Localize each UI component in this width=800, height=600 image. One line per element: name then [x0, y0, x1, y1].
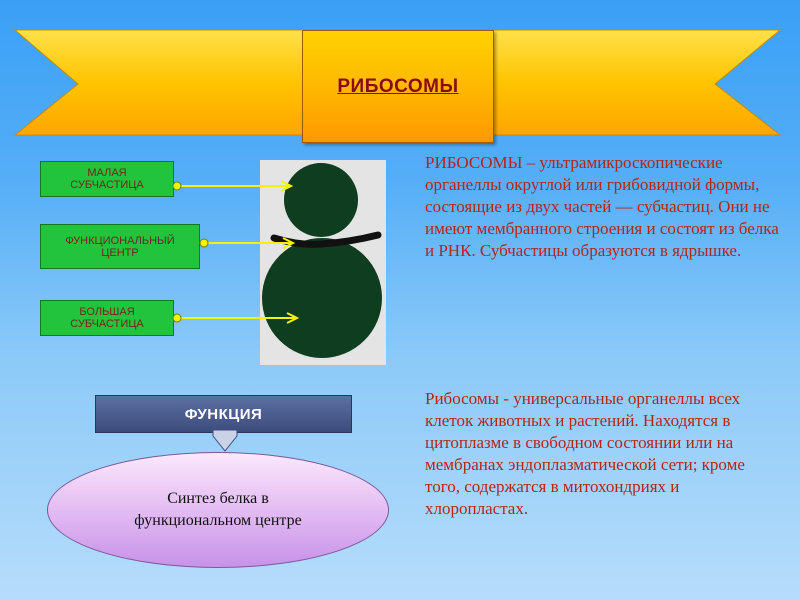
- description-ribosomes: РИБОСОМЫ – ультрамикроскопические органеллы округлой или грибовидной формы, состоящие из двух частей — субчастиц. Они не имеют мембранного строения и состоят из белка и РНК. Субчастицы образуются в ядрышке.: [425, 153, 779, 260]
- label-functional-center: ФУНКЦИОНАЛЬНЫЙ ЦЕНТР: [40, 224, 200, 269]
- large-subunit-shape: [262, 238, 382, 358]
- page-title: РИБОСОМЫ: [337, 75, 459, 97]
- function-pointer: [205, 430, 245, 452]
- ribosome-diagram: [260, 160, 386, 365]
- label-large-subunit: БОЛЬШАЯ СУБЧАСТИЦА: [40, 300, 174, 336]
- small-subunit-shape: [284, 163, 358, 237]
- title-box: [302, 30, 494, 143]
- function-text: Синтез белка в функциональном центре: [47, 452, 389, 568]
- function-heading: ФУНКЦИЯ: [95, 395, 352, 433]
- description-distribution: Рибосомы - универсальные органеллы всех клеток животных и растений. Находятся в цитоплазме в свободном состоянии или на мембранах эндоплазматической сети; кроме того, содержатся в митохондриях и хлоропластах.: [425, 389, 745, 518]
- label-small-subunit: МАЛАЯ СУБЧАСТИЦА: [40, 161, 174, 197]
